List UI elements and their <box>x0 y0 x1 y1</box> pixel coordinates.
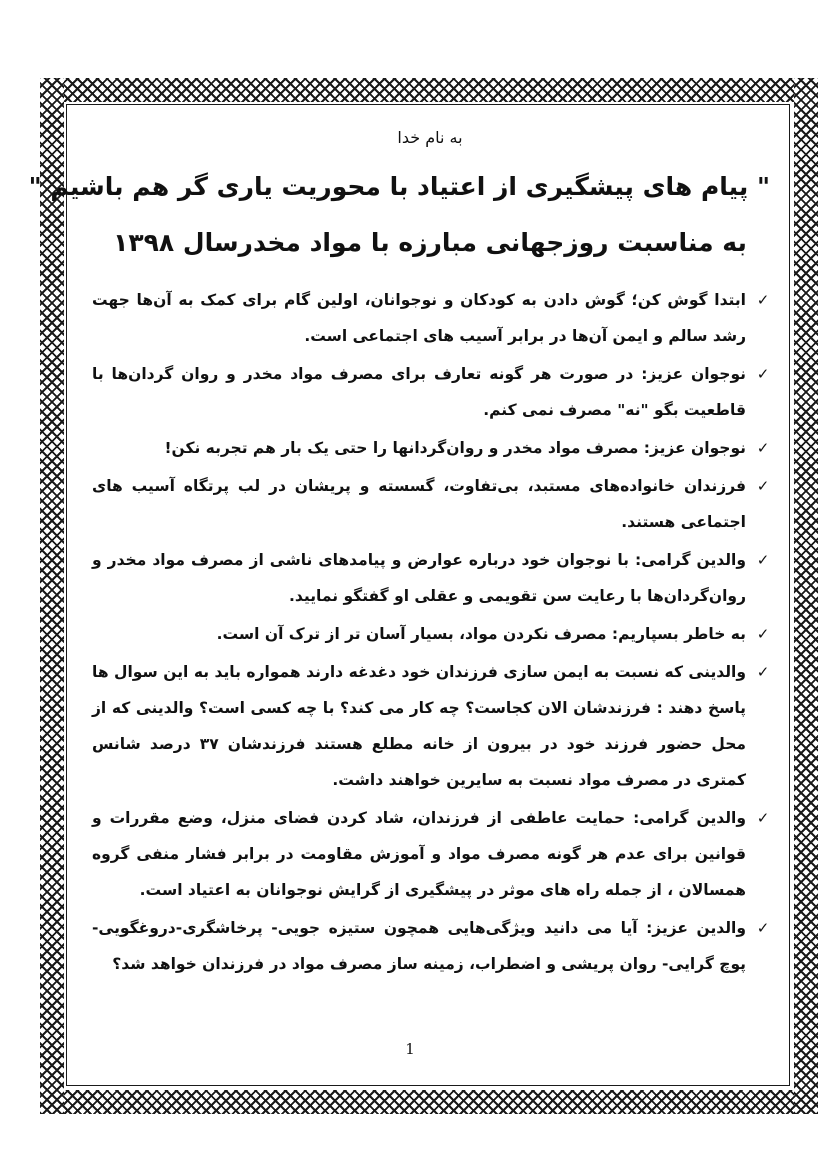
list-item <box>92 616 772 652</box>
document-subtitle: به مناسبت روزجهانی مبارزه با مواد مخدرسال ۱۳۹۸ <box>113 228 747 257</box>
document-title: " پیام های پیشگیری از اعتیاد با محوریت یاری گر هم باشیم " <box>28 172 770 201</box>
list-item-text: نوجوان عزیز: مصرف مواد مخدر و روان‌گردانها را حتی یک بار هم تجربه نکن! <box>164 439 746 457</box>
list-item <box>92 542 772 614</box>
checkmark-icon: ✓ <box>756 919 770 937</box>
list-item-text: والدین گرامی: با نوجوان خود درباره عوارض و پیامدهای ناشی از مصرف مواد مخدر و روان‌گردان‌ها با رعایت سن تقویمی و عقلی او گفتگو نمایید. <box>92 551 746 605</box>
decorative-border-left <box>40 78 64 1114</box>
list-item <box>92 356 772 428</box>
list-item <box>92 282 772 354</box>
checkmark-icon: ✓ <box>756 663 770 681</box>
checkmark-icon: ✓ <box>756 625 770 643</box>
decorative-border-right <box>794 78 818 1114</box>
checkmark-icon: ✓ <box>756 291 770 309</box>
list-item <box>92 654 772 798</box>
checkmark-icon: ✓ <box>756 477 770 495</box>
decorative-border-bottom <box>40 1090 818 1114</box>
page-number: 1 <box>405 1040 415 1058</box>
checkmark-icon: ✓ <box>756 365 770 383</box>
list-item-text: والدین گرامی: حمایت عاطفی از فرزندان، شاد کردن فضای منزل، وضع مقررات و قوانین برای عدم هر گونه مصرف مواد و آموزش مقاومت در برابر فشار منفی گروه همسالان ، از جمله راه های موثر در پیشگیری از گرایش نوجوانان به اعتیاد است. <box>92 809 746 899</box>
list-item <box>92 910 772 982</box>
decorative-border-top <box>40 78 818 102</box>
list-item <box>92 430 772 466</box>
list-item-text: به خاطر بسپاریم: مصرف نکردن مواد، بسیار آسان تر از ترک آن است. <box>216 625 746 643</box>
list-item <box>92 468 772 540</box>
bismillah-heading: به نام خدا <box>397 128 463 147</box>
list-item-text: والدین عزیز: آیا می دانید ویژگی‌هایی همچون ستیزه جویی- پرخاشگری-دروغگویی- پوچ گرایی- روان پریشی و اضطراب، زمینه ساز مصرف مواد در فرزندان خواهد شد؟ <box>92 919 746 973</box>
list-item <box>92 800 772 908</box>
checkmark-icon: ✓ <box>756 809 770 827</box>
list-item-text: والدینی که نسبت به ایمن سازی فرزندان خود دغدغه دارند همواره باید به این سوال ها پاسخ دهند : فرزندشان الان کجاست؟ چه کار می کند؟ با چه کسی است؟ والدینی که از محل حضور فرزند خود در بیرون از خانه مطلع هستند فرزندشان ۳۷ درصد شانس کمتری در مصرف مواد نسبت به سایرین خواهند داشت. <box>92 663 746 789</box>
list-item-text: نوجوان عزیز: در صورت هر گونه تعارف برای مصرف مواد مخدر و روان گردان‌ها با قاطعیت بگو "نه" مصرف نمی کنم. <box>92 365 746 419</box>
list-item-text: ابتدا گوش کن؛ گوش دادن به کودکان و نوجوانان، اولین گام برای کمک به آن‌ها جهت رشد سالم و ایمن آن‌ها در برابر آسیب های اجتماعی است. <box>92 291 746 345</box>
message-list <box>92 282 772 984</box>
checkmark-icon: ✓ <box>756 551 770 569</box>
list-item-text: فرزندان خانواده‌های مستبد، بی‌تفاوت، گسسته و پریشان در لب پرتگاه آسیب های اجتماعی هستند. <box>92 477 746 531</box>
checkmark-icon: ✓ <box>756 439 770 457</box>
